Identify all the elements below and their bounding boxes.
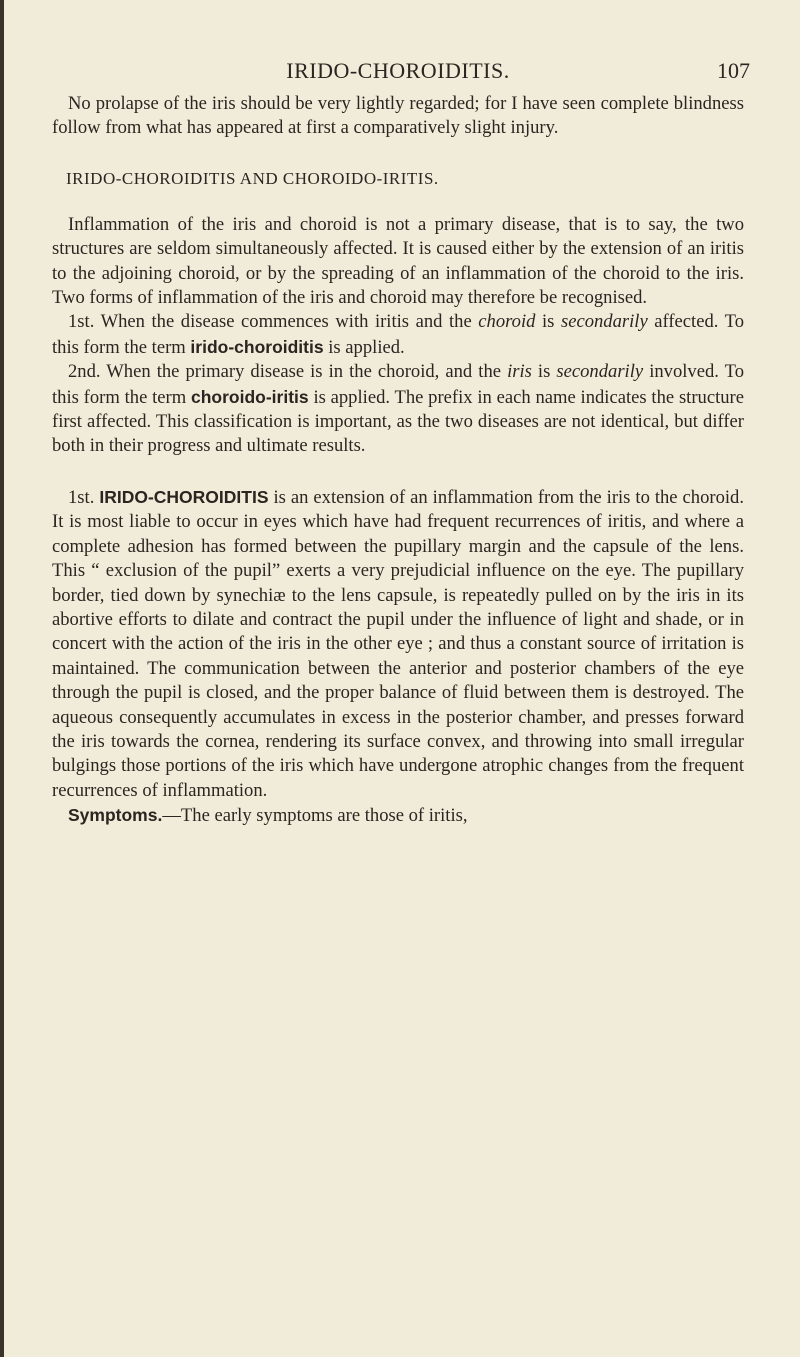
second-italic-iris: iris [507,361,532,383]
first-mid2: affected. To this form the term [52,311,744,358]
term-irido-choroiditis: irido-choroiditis [190,336,324,357]
page-number: 107 [717,58,750,83]
section-heading: IRIDO-CHOROIDITIS AND CHOROIDO-IRITIS. [66,168,439,188]
first-lead: 1st. When the disease commences with iritis and the [68,311,472,333]
second-italic-secondarily: secondarily [556,361,644,383]
second-mid2: involved. To this form the term [52,361,744,408]
term-irido-choroiditis-heading: IRIDO-CHOROIDITIS [99,486,269,507]
running-head-title: IRIDO-CHOROIDITIS. [286,58,510,83]
second-form-paragraph [52,360,744,459]
term-symptoms: Symptoms. [68,805,163,826]
symptoms-body: —The early symptoms are those of iritis, [162,805,468,827]
first-mid1: is [535,311,561,333]
first-tail: is applied. [323,336,405,358]
intro-paragraph: Inflammation of the iris and choroid is not a primary disease, that is to say, the two structures are seldom simultaneously affected. It is caused either by the extension of an iritis to the adjoining choroid, or by the spreading of an inflammation of the choroid to the iris. Two forms of inflammation of the iris and choroid may therefore be recognised. [52,213,744,309]
irido-body: is an extension of an inflammation from the iris to the choroid. It is most liable to occur in eyes which have had frequent recurrences of iritis, and where a complete adhesion has formed between the pupillary margin and the capsule of the lens. This “ exclusion of the pupil” exerts a very prejudicial influence on the eye. The pupillary border, tied down by synechiæ to the lens capsule, is repeatedly pulled on by the iris in its abortive efforts to dilate and contract the pupil under the influence of light and shade, or in concert with the action of the iris in the other eye ; and thus a constant source of irritation is maintained. The communication between the anterior and posterior chambers of the eye through the pupil is closed, and the proper balance of fluid between them is destroyed. The aqueous consequently accumulates in excess in the posterior chamber, and presses forward the iris towards the cornea, rendering its surface convex, and throwing into small irregular bulgings those portions of the iris which have undergone atrophic changes from the frequent recurrences of inflammation. [52,486,744,801]
paragraph-gap [52,459,744,485]
second-tail: is applied. The prefix in each name indicates the structure first affected. This classification is important, as the two diseases are not identical, but differ both in their progress and ultimate results. [52,386,744,457]
page-edge [0,0,4,1357]
second-mid1: is [531,361,557,383]
book-page [52,58,750,829]
first-italic-secondarily: secondarily [560,311,648,333]
first-form-paragraph [52,310,744,360]
symptoms-paragraph [52,803,744,828]
first-italic-choroid: choroid [478,311,536,333]
irido-lead: 1st. [68,486,100,508]
opening-paragraph: No prolapse of the iris should be very lightly regarded; for I have seen complete blindness follow from what has appeared at first a comparatively slight injury. [52,93,744,139]
running-head [52,58,750,92]
irido-choroiditis-paragraph [52,485,744,803]
term-choroido-iritis: choroido-iritis [191,386,309,407]
second-lead: 2nd. When the primary disease is in the choroid, and the [68,361,508,383]
